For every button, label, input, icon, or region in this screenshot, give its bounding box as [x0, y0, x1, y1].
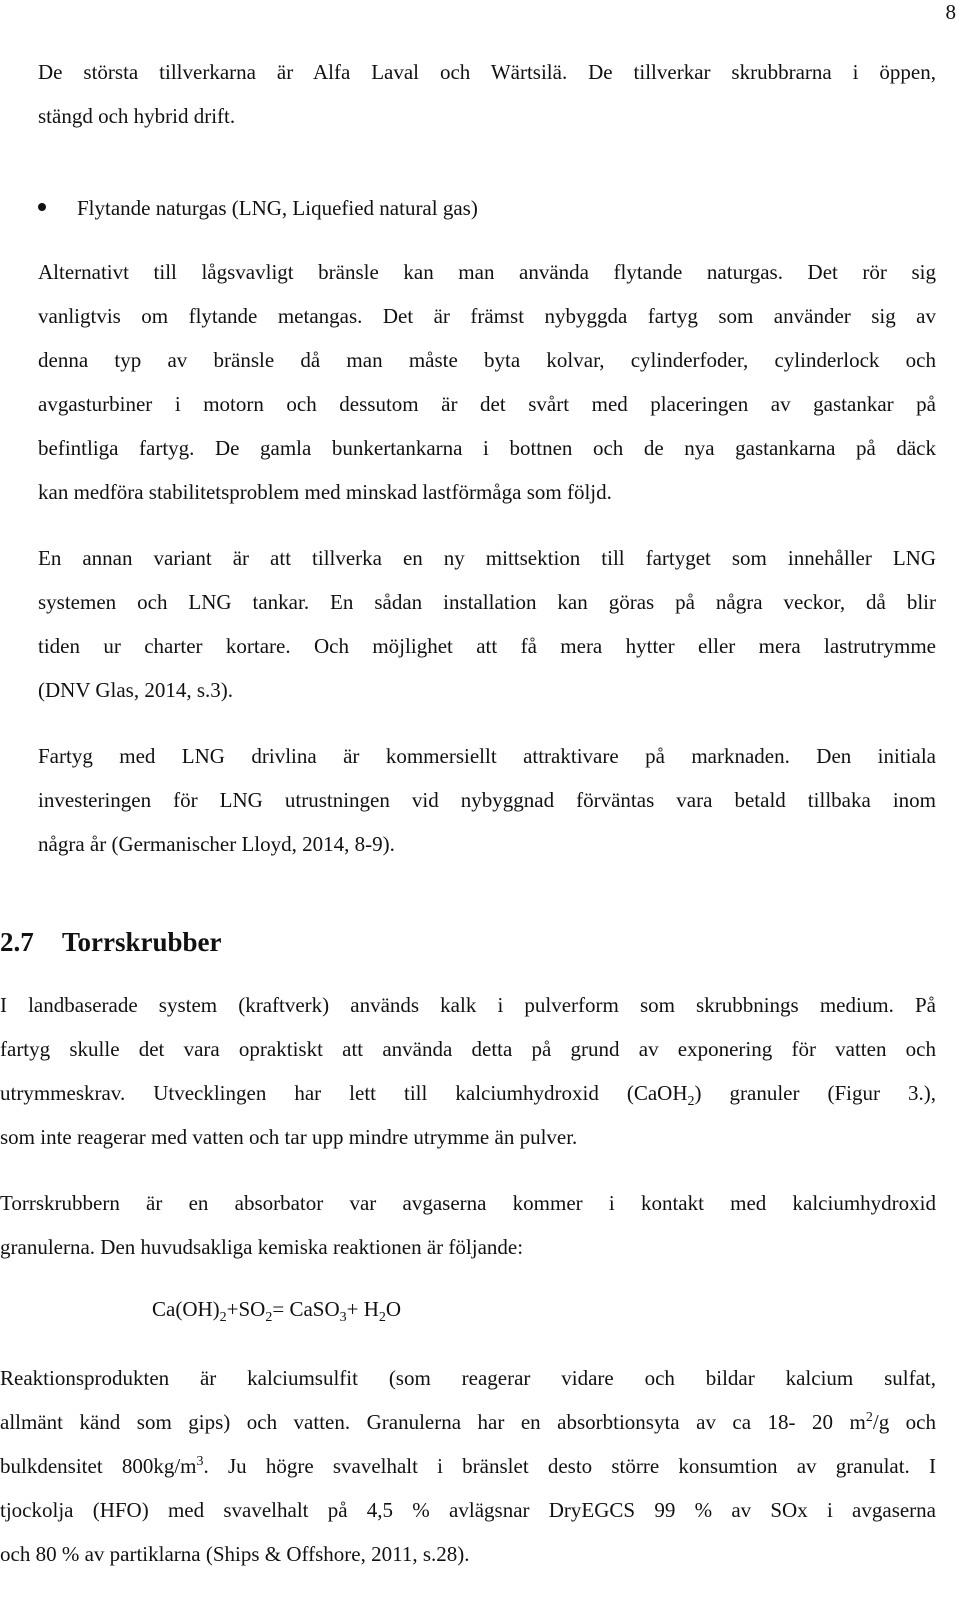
paragraph-lng-intro [38, 250, 936, 514]
superscript: 3 [196, 1454, 204, 1469]
text-line: En annan variant är att tillverka en ny mittsektion till fartyget som innehåller LNG [38, 546, 936, 570]
text-line: vanligtvis om flytande metangas. Det är främst nybyggda fartyg som använder sig av [38, 304, 936, 328]
text-line: Torrskrubbern är en absorbator var avgaserna kommer i kontakt med kalciumhydroxid [0, 1191, 936, 1215]
subscript: 3 [339, 1310, 347, 1326]
text-line: systemen och LNG tankar. En sådan installation kan göras på några veckor, då blir [38, 590, 936, 614]
text-line: några år (Germanischer Lloyd, 2014, 8-9). [38, 832, 395, 856]
text-line: tiden ur charter kortare. Och möjlighet att få mera hytter eller mera lastrutrymme [38, 634, 936, 658]
text-line: avgasturbiner i motorn och dessutom är det svårt med placeringen av gastankar på [38, 392, 936, 416]
text-line: granulerna. Den huvudsakliga kemiska reaktionen är följande: [0, 1235, 524, 1259]
paragraph-commercial [38, 734, 936, 866]
section-number: 2.7 [0, 927, 34, 957]
text-line: befintliga fartyg. De gamla bunkertankarna i bottnen och de nya gastankarna på däck [38, 436, 936, 460]
formula-part: O [385, 1297, 402, 1321]
text-line: kan medföra stabilitetsproblem med minskad lastförmåga som följd. [38, 480, 612, 504]
text-fragment: /g och [872, 1410, 937, 1434]
formula-part: = CaSO [272, 1297, 340, 1321]
text-line [0, 1071, 936, 1115]
superscript: 2 [865, 1410, 873, 1425]
text-fragment: . Ju högre svavelhalt i bränslet desto större konsumtion av granulat. I [203, 1454, 936, 1478]
text-line: Reaktionsprodukten är kalciumsulfit (som reagerar vidare och bildar kalcium sulfat, [0, 1366, 936, 1390]
text-line: fartyg skulle det vara opraktiskt att använda detta på grund av exponering för vatten och [0, 1037, 936, 1061]
section-title: Torrskrubber [62, 927, 222, 957]
text-line: I landbaserade system (kraftverk) används kalk i pulverform som skrubbnings medium. På [0, 993, 936, 1017]
text-line: Fartyg med LNG drivlina är kommersiellt attraktivare på marknaden. Den initiala [38, 744, 936, 768]
text-fragment: bulkdensitet 800kg/m [0, 1454, 197, 1478]
text-line [0, 1444, 936, 1488]
paragraph-land-based [0, 983, 936, 1159]
text-fragment: utrymmeskrav. Utvecklingen har lett till kalciumhydroxid (CaOH [0, 1081, 688, 1105]
bullet-dot-icon [38, 203, 46, 211]
formula-part: + H [346, 1297, 379, 1321]
formula-part: +SO [226, 1297, 266, 1321]
text-fragment: ) granuler (Figur 3.), [694, 1081, 937, 1105]
formula-part: Ca(OH) [152, 1297, 220, 1321]
paragraph-reaction-product [0, 1356, 936, 1576]
subscript: 2 [219, 1310, 227, 1326]
text-line: denna typ av bränsle då man måste byta kolvar, cylinderfoder, cylinderlock och [38, 348, 936, 372]
chemical-formula [152, 1287, 401, 1331]
bullet-text: Flytande naturgas (LNG, Liquefied natural gas) [77, 196, 478, 220]
page-number: 8 [945, 0, 956, 24]
subscript: 2 [265, 1310, 273, 1326]
text-line: tjockolja (HFO) med svavelhalt på 4,5 % avlägsnar DryEGCS 99 % av SOx i avgaserna [0, 1498, 936, 1522]
text-fragment: allmänt känd som gips) och vatten. Granulerna har en absorbtionsyta av ca 18- 20 m [0, 1410, 866, 1434]
text-line: De största tillverkarna är Alfa Laval och Wärtsilä. De tillverkar skrubbrarna i öppen, [38, 60, 936, 84]
paragraph-manufacturers [0, 50, 960, 138]
text-line: Alternativt till lågsvavligt bränsle kan man använda flytande naturgas. Det rör sig [38, 260, 936, 284]
subscript: 2 [378, 1310, 386, 1326]
text-line [0, 1400, 936, 1444]
section-heading [0, 920, 222, 964]
paragraph-absorber [0, 1181, 936, 1269]
subscript: 2 [687, 1094, 695, 1110]
text-line: stängd och hybrid drift. [38, 104, 236, 128]
text-line: och 80 % av partiklarna (Ships & Offshore, 2011, s.28). [0, 1542, 470, 1566]
paragraph-midsection [38, 536, 936, 712]
text-line: som inte reagerar med vatten och tar upp mindre utrymme än pulver. [0, 1125, 578, 1149]
text-line: (DNV Glas, 2014, s.3). [38, 678, 234, 702]
text-line: investeringen för LNG utrustningen vid nybyggnad förväntas vara betald tillbaka inom [38, 788, 936, 812]
